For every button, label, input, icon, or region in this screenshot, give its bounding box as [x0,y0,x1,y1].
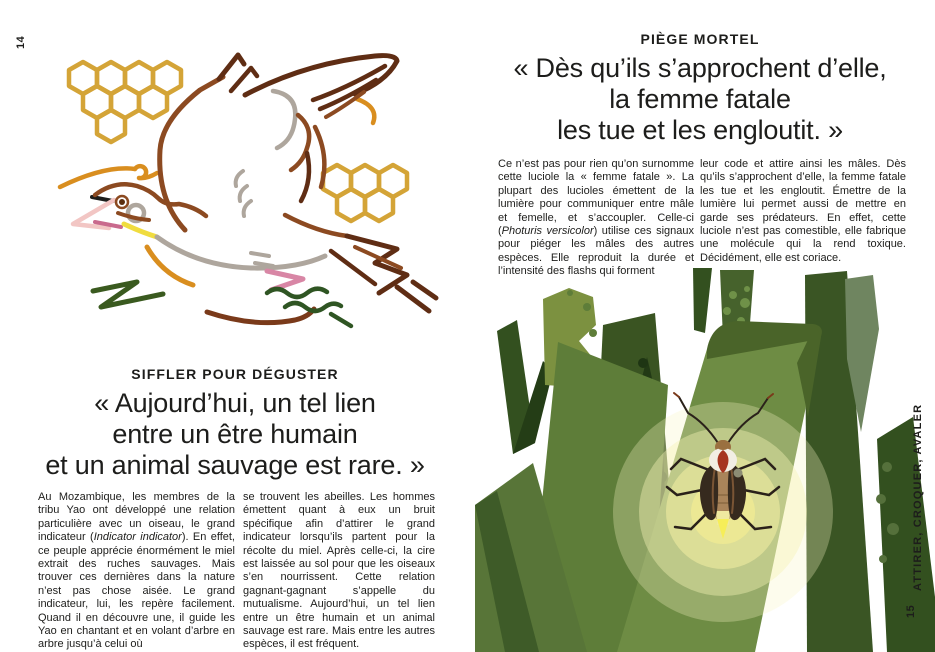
left-quote [18,388,452,481]
left-body-column-1: Au Mozambique, les membres de la tribu Yao ont développé une relation particulière avec un oiseau, le grand indicateur (Indicator indicator). En effet, ce peuple apprécie énormément le miel extrait des ruches sauvages. Mais trouver ces dernières dans la nature n’est pas chose aisée. Le grand indicateur, lui, les repère facilement. Quand il en découvre une, il guide les Yao en chantant et en volant d’arbre en arbre jusqu’à celui où [38,491,235,651]
right-quote-line: les tue et les engloutit. » [557,115,843,145]
right-quote [478,53,922,146]
right-body-column-1: Ce n’est pas pour rien qu’on surnomme cette luciole la « femme fatale ». La plupart des lucioles émettent de la lumière pour communiquer entre mâle et femelle, et s’accoupler. Celle-ci (Photuris versicolor) utilise ces signaux pour piéger les mâles des autres espèces. Elle reproduit la durée et l’intensité des flashs qui forment [498,158,694,278]
left-section-title: SIFFLER POUR DÉGUSTER [131,366,339,382]
honeyguide-illustration [45,35,445,365]
left-body-column-2: se trouvent les abeilles. Les hommes émettent quant à eux un bruit spécifique afin d’attirer le grand indicateur lorsqu’ils partent pour la récolte du miel. Après celle-ci, la cire est laissée au sol pour que les oiseaux s’en nourrissent. Cette relation gagnant-gagnant s’appelle du mutualisme. Aujourd’hui, un tel lien entre un être humain et un animal sauvage est rare. Mais entre les autres espèces, il est fréquent. [243,491,435,651]
page-number-right: 15 [905,604,917,618]
left-quote-line: « Aujourd’hui, un tel lien [94,388,376,418]
right-quote-line: la femme fatale [609,84,791,114]
honeycomb-right [323,165,407,221]
right-quote-line: « Dès qu’ils s’approchent d’elle, [513,53,887,83]
right-body-column-2: leur code et attire ainsi les mâles. Dès qu’ils s’approchent d’elle, la femme fatale les tue et les engloutit. Émettre de la lumière lui permet aussi de mettre en garde ses prédateurs. En effet, cette luciole n’est pas comestible, elle fabrique une molécule qui la rend toxique. Décidément, elle est coriace. [700,158,906,264]
page-number-left: 14 [15,35,27,49]
vertical-caption: ATTIRER, CROQUER, AVALER [912,403,924,591]
left-quote-line: et un animal sauvage est rare. » [45,450,425,480]
firefly-illustration [475,267,935,652]
left-quote-line: entre un être humain [112,419,358,449]
right-section-title: PIÈGE MORTEL [640,31,760,47]
